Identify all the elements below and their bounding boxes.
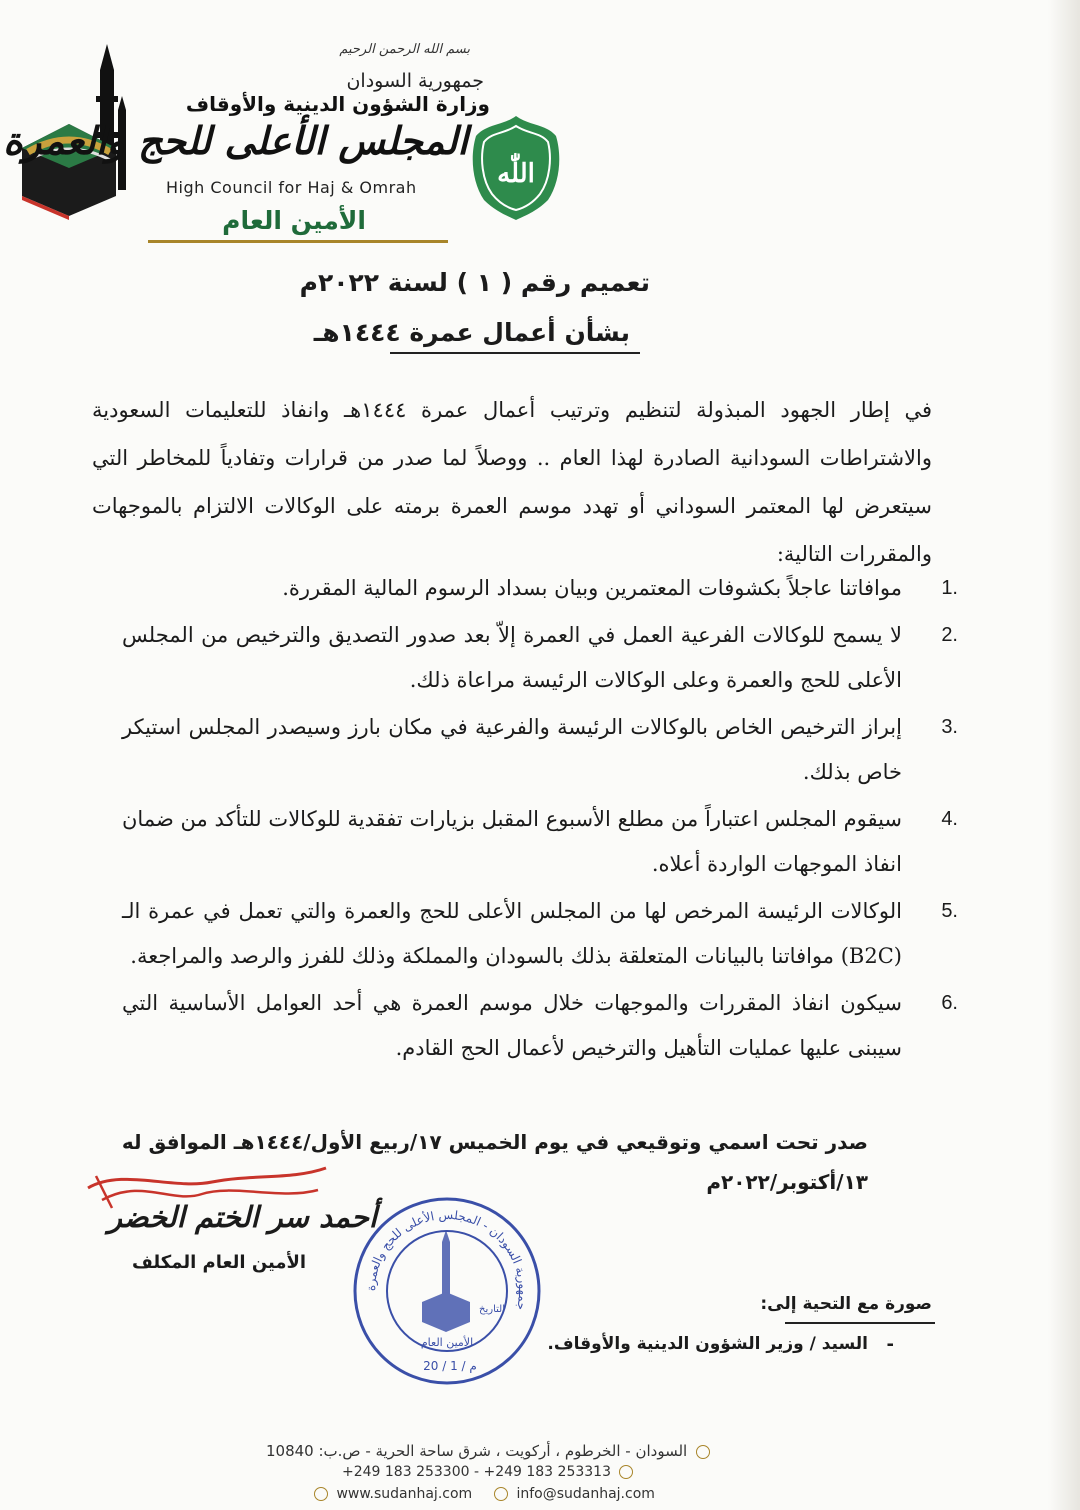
item-number: 6. [941,992,958,1014]
stamp-ring-path: جمهورية السودان - المجلس الأعلى للحج والعمرة [363,1207,531,1312]
signatory-title: الأمين العام المكلف [132,1252,307,1273]
list-item [122,613,958,703]
item-text: سيقوم المجلس اعتباراً من مطلع الأسبوع المقبل بزيارات تفقدية للوكالات للتأكد من ضمان انفاذ الموجهات الواردة أعلاه. [122,807,902,876]
item-text: الوكالات الرئيسة المرخص لها من المجلس الأعلى للحج والعمرة والتي تعمل في عمرة الـ (B2C) موافاتنا بالبيانات المتعلقة بذلك بالسودان والمملكة وذلك للفرز والرصد والمراجعة. [122,899,902,968]
signatory-name: أحمد سر الختم الخضر [108,1200,377,1234]
cc-bullet: - [886,1334,894,1355]
web-icon [314,1487,328,1501]
list-item [122,566,958,611]
official-stamp [350,1194,544,1388]
cc-heading: صورة مع التحية إلى: [760,1294,932,1314]
stamp-inner-label: الأمين العام [420,1336,474,1349]
item-number: 2. [941,624,958,646]
office-title: الأمين العام [222,206,366,235]
intro-paragraph: في إطار الجهود المبذولة لتنظيم وترتيب أعمال عمرة ١٤٤٤هـ وانفاذ للتعليمات السعودية والاشتراطات السودانية الصادرة لهذا العام .. ووصلاً لما صدر من قرارات وتفادياً للمخاطر التي سيتعرض لها المعتمر السوداني أو تهدد موسم العمرة برمته على الوكالات الالتزام بالموجهات والمقررات التالية: [92,398,932,566]
list-item [122,797,958,887]
item-number: 3. [941,716,958,738]
issued-statement: صدر تحت اسمي وتوقيعي في يوم الخميس ١٧/ربيع الأول/١٤٤٤هـ الموافق له ١٣/أكتوبر/٢٠٢٢م [121,1130,868,1194]
republic-name: جمهورية السودان [346,70,484,92]
item-text: لا يسمح للوكالات الفرعية العمل في العمرة إلاّ بعد صدور التصديق والترخيص من المجلس الأعلى للحج والعمرة وعلى الوكالات الرئيسة مراعاة ذلك. [122,623,902,692]
page-edge [1048,0,1080,1510]
cc-underline [785,1322,935,1324]
circular-title: تعميم رقم ( ١ ) لسنة ٢٠٢٢م [299,268,650,297]
email-link[interactable]: info@sudanhaj.com [516,1486,655,1502]
stamp-date-value: 20 / 1 / م [423,1359,477,1373]
svg-text:اللّٰه: اللّٰه [497,159,535,189]
phone-text: +249 183 253300 - +249 183 253313 [342,1464,611,1480]
council-name-arabic: المجلس الأعلى للحج والعمرة [3,118,468,163]
item-number: 4. [941,808,958,830]
list-item [122,889,958,979]
footer-phones [342,1464,637,1480]
cc-recipient: السيد / وزير الشؤون الدينية والأوقاف. [547,1334,868,1354]
list-item [122,705,958,795]
footer-address [266,1442,714,1460]
subject-underline [390,352,640,354]
circular-subject: بشأن أعمال عمرة ١٤٤٤هـ [313,318,630,347]
phone-icon [619,1465,633,1479]
footer-contacts [310,1486,655,1502]
location-icon [696,1445,710,1459]
item-text: سيكون انفاذ المقررات والموجهات خلال موسم العمرة هي أحد العوامل الأساسية التي سيبنى عليها عمليات التأهيل والترخيص لأعمال الحج القادم. [122,991,902,1060]
email-icon [494,1487,508,1501]
council-emblem [468,112,564,222]
item-text: إبراز الترخيص الخاص بالوكالات الرئيسة والفرعية في مكان بارز وسيصدر المجلس استيكر خاص بذلك. [122,715,902,784]
address-text: السودان - الخرطوم ، أركويت ، شرق ساحة الحرية - ص.ب: 10840 [266,1442,688,1460]
list-item [122,981,958,1071]
directives-list [122,566,958,1073]
stamp-date-label: التاريخ [479,1304,505,1315]
ministry-name: وزارة الشؤون الدينية والأوقاف [185,92,490,116]
item-number: 5. [941,900,958,922]
item-number: 1. [941,577,958,599]
item-text: موافاتنا عاجلاً بكشوفات المعتمرين وبيان بسداد الرسوم المالية المقررة. [282,576,902,600]
council-name-english: High Council for Haj & Omrah [166,178,417,197]
website-link[interactable]: www.sudanhaj.com [336,1486,473,1502]
basmala: بسم الله الرحمن الرحيم [339,42,470,57]
